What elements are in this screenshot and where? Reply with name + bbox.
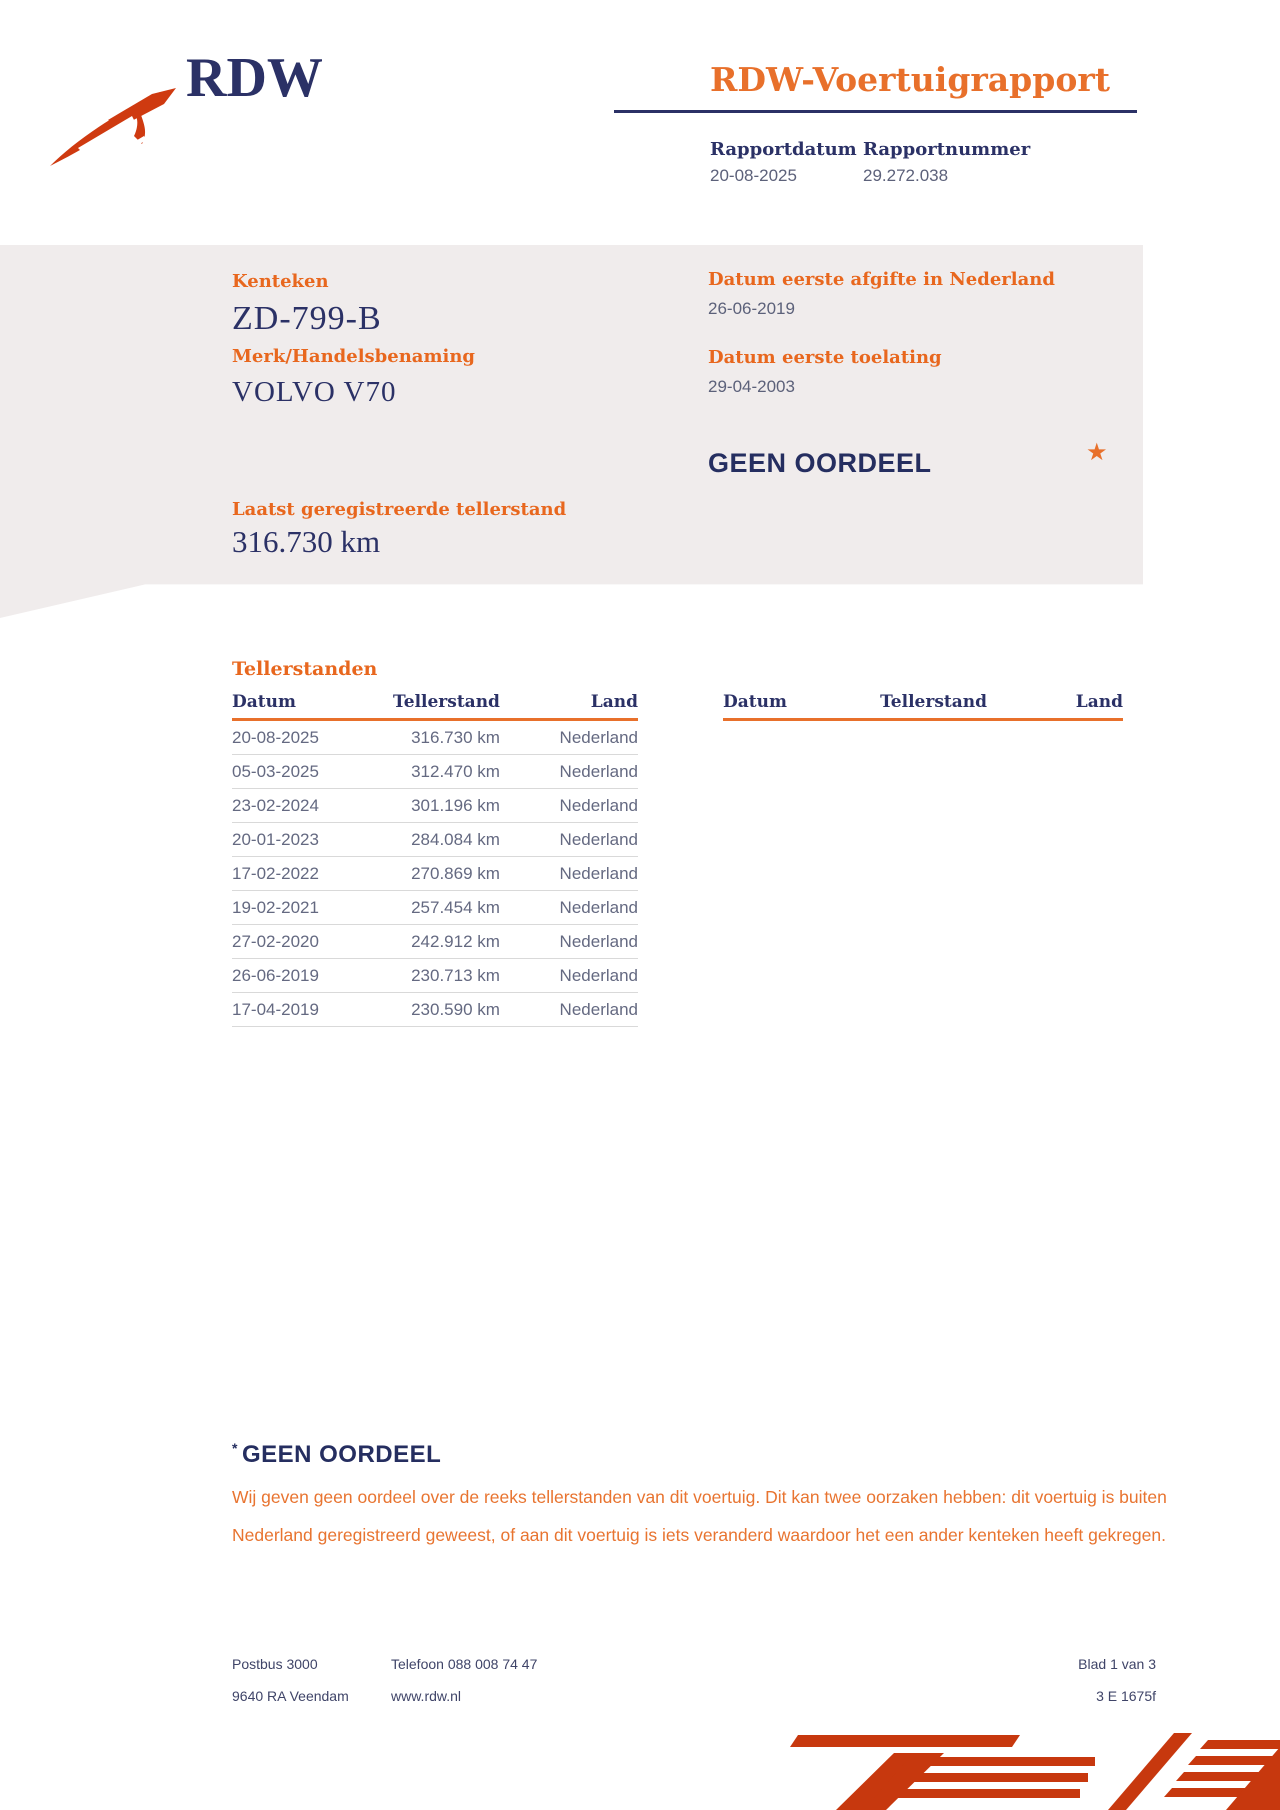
cell-datum: 26-06-2019: [232, 959, 386, 993]
column-header-tellerstand: Tellerstand: [386, 692, 500, 720]
cell-tellerstand: 230.713 km: [386, 959, 500, 993]
rdw-stripes-graphic: [640, 1695, 1280, 1810]
kenteken-label: Kenteken: [232, 271, 329, 292]
footer-phone: Telefoon 088 008 74 47: [391, 1656, 538, 1672]
tellerstanden-table-right: [723, 692, 1123, 721]
merk-value: VOLVO V70: [232, 376, 397, 408]
cell-land: Nederland: [500, 959, 638, 993]
cell-datum: 19-02-2021: [232, 891, 386, 925]
cell-datum: 27-02-2020: [232, 925, 386, 959]
eerste-toelating-label: Datum eerste toelating: [708, 347, 942, 368]
cell-land: Nederland: [500, 857, 638, 891]
column-header-datum: Datum: [723, 692, 875, 720]
cell-land: Nederland: [500, 720, 638, 755]
column-header-tellerstand: Tellerstand: [875, 692, 987, 720]
report-number-label: Rapportnummer: [863, 139, 1031, 160]
star-icon: ★: [1086, 438, 1108, 466]
rdw-logo: [48, 47, 323, 172]
table-row: [232, 823, 638, 857]
note-title: [232, 1440, 441, 1469]
eerste-afgifte-value: 26-06-2019: [708, 299, 795, 318]
cell-land: Nederland: [500, 891, 638, 925]
cell-land: Nederland: [500, 823, 638, 857]
table-row: [232, 925, 638, 959]
cell-tellerstand: 312.470 km: [386, 755, 500, 789]
eerste-toelating-value: 29-04-2003: [708, 377, 795, 396]
verdict-text: GEEN OORDEEL: [708, 448, 932, 478]
note-asterisk: *: [232, 1440, 238, 1456]
table-row: [232, 857, 638, 891]
cell-tellerstand: 230.590 km: [386, 993, 500, 1027]
cell-land: Nederland: [500, 789, 638, 823]
table-row: [232, 891, 638, 925]
merk-label: Merk/Handelsbenaming: [232, 346, 476, 367]
cell-tellerstand: 284.084 km: [386, 823, 500, 857]
table-row: [232, 720, 638, 755]
footer-address-line1: Postbus 3000: [232, 1656, 318, 1672]
cell-datum: 23-02-2024: [232, 789, 386, 823]
footer-form-code: 3 E 1675f: [1096, 1688, 1156, 1704]
cell-tellerstand: 242.912 km: [386, 925, 500, 959]
page-title: RDW-Voertuigrapport: [710, 60, 1110, 99]
note-body: Wij geven geen oordeel over de reeks tellerstanden van dit voertuig. Dit kan twee oorzaken hebben: dit voertuig is buiten Nederland geregistreerd geweest, of aan dit voertuig is iets veranderd waardoor het een ander kenteken heeft gekregen.: [232, 1487, 1167, 1545]
note-title-text: GEEN OORDEEL: [241, 1441, 442, 1468]
cell-land: Nederland: [500, 925, 638, 959]
kenteken-value: ZD-799-B: [232, 300, 382, 337]
cell-land: Nederland: [500, 993, 638, 1027]
cell-tellerstand: 257.454 km: [386, 891, 500, 925]
cell-datum: 17-04-2019: [232, 993, 386, 1027]
footer-website: www.rdw.nl: [391, 1688, 462, 1704]
tellerstanden-section-title: Tellerstanden: [232, 658, 378, 680]
column-header-land: Land: [500, 692, 638, 720]
cell-land: Nederland: [500, 755, 638, 789]
footer-page-number: Blad 1 van 3: [1078, 1656, 1156, 1672]
column-header-datum: Datum: [232, 692, 386, 720]
cell-datum: 20-01-2023: [232, 823, 386, 857]
rdw-logo-text: RDW: [186, 47, 323, 109]
header-divider: [614, 110, 1137, 113]
cell-tellerstand: 316.730 km: [386, 720, 500, 755]
table-row: [232, 993, 638, 1027]
column-header-land: Land: [987, 692, 1123, 720]
report-date-label: Rapportdatum: [710, 139, 857, 160]
tellerstand-value: 316.730 km: [232, 524, 381, 559]
tellerstand-label: Laatst geregistreerde tellerstand: [232, 499, 567, 520]
table-row: [232, 959, 638, 993]
cell-datum: 17-02-2022: [232, 857, 386, 891]
rdw-feather-icon: [48, 74, 180, 170]
report-number-value: 29.272.038: [863, 166, 949, 185]
vehicle-summary-box: [0, 245, 1143, 618]
table-row: [232, 755, 638, 789]
footer-address-line2: 9640 RA Veendam: [232, 1688, 349, 1704]
table-row: [232, 789, 638, 823]
eerste-afgifte-label: Datum eerste afgifte in Nederland: [708, 269, 1055, 290]
cell-datum: 20-08-2025: [232, 720, 386, 755]
cell-datum: 05-03-2025: [232, 755, 386, 789]
tellerstanden-table-left: [232, 692, 638, 1027]
report-date-value: 20-08-2025: [710, 166, 797, 185]
cell-tellerstand: 301.196 km: [386, 789, 500, 823]
cell-tellerstand: 270.869 km: [386, 857, 500, 891]
